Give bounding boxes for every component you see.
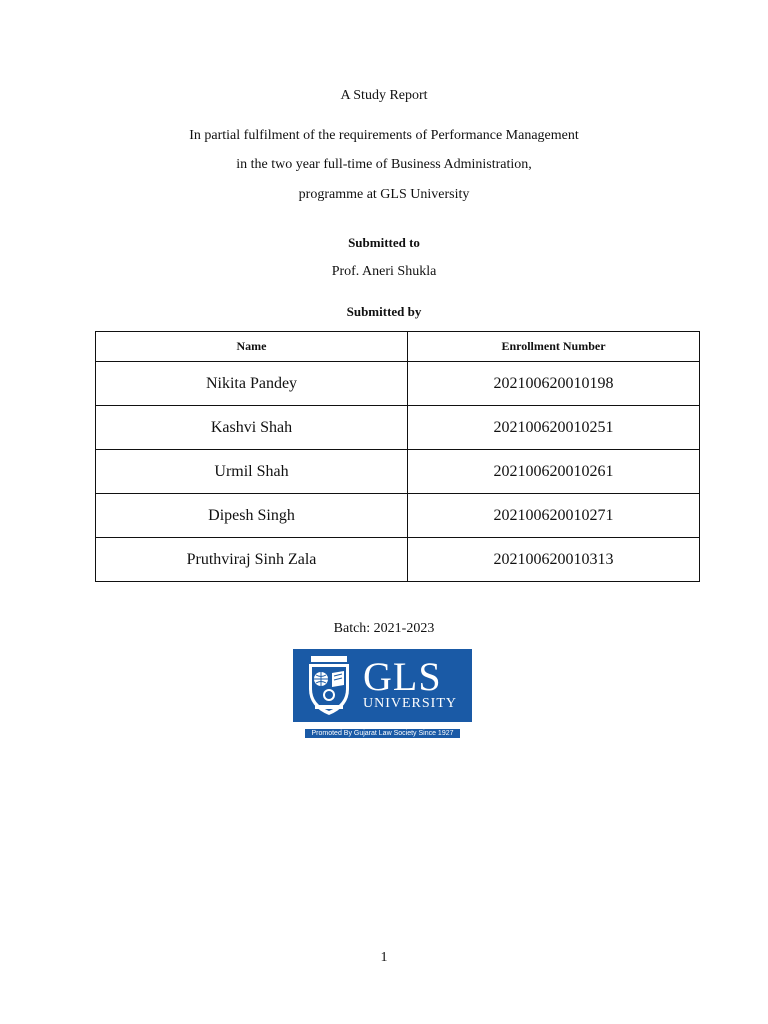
member-enrollment: 202100620010313: [408, 538, 700, 582]
member-name: Pruthviraj Sinh Zala: [96, 538, 408, 582]
gls-university-logo: [293, 649, 472, 737]
table-row: [96, 406, 700, 450]
logo-tagline-strip: [293, 721, 472, 737]
page-number: 1: [380, 950, 388, 965]
member-enrollment: 202100620010251: [408, 406, 700, 450]
logo-subtitle: UNIVERSITY: [363, 696, 457, 711]
submitted-to-heading: Submitted to: [348, 235, 420, 250]
member-name: Kashvi Shah: [96, 406, 408, 450]
member-enrollment: 202100620010198: [408, 362, 700, 406]
member-enrollment: 202100620010271: [408, 494, 700, 538]
table-row: [96, 538, 700, 582]
member-name: Dipesh Singh: [96, 494, 408, 538]
submitted-to-name: Prof. Aneri Shukla: [331, 264, 437, 279]
batch-label: Batch: 2021-2023: [333, 621, 435, 636]
table-row: [96, 362, 700, 406]
member-name: Nikita Pandey: [96, 362, 408, 406]
members-table: [95, 331, 700, 582]
purpose-line-2: in the two year full-time of Business Administration,: [236, 157, 532, 172]
logo-tagline: Promoted By Gujarat Law Society Since 1927: [305, 729, 459, 738]
column-header-enrollment: Enrollment Number: [408, 332, 700, 362]
column-header-name: Name: [96, 332, 408, 362]
table-header-row: [96, 332, 700, 362]
report-title: A Study Report: [340, 88, 428, 103]
logo-wordmark: GLS: [363, 654, 442, 699]
table-row: [96, 450, 700, 494]
purpose-line-3: programme at GLS University: [298, 187, 470, 202]
member-enrollment: 202100620010261: [408, 450, 700, 494]
purpose-line-1: In partial fulfilment of the requirements of Performance Management: [189, 128, 579, 143]
table-row: [96, 494, 700, 538]
university-emblem-icon: [303, 655, 355, 717]
member-name: Urmil Shah: [96, 450, 408, 494]
submitted-by-heading: Submitted by: [346, 304, 422, 319]
